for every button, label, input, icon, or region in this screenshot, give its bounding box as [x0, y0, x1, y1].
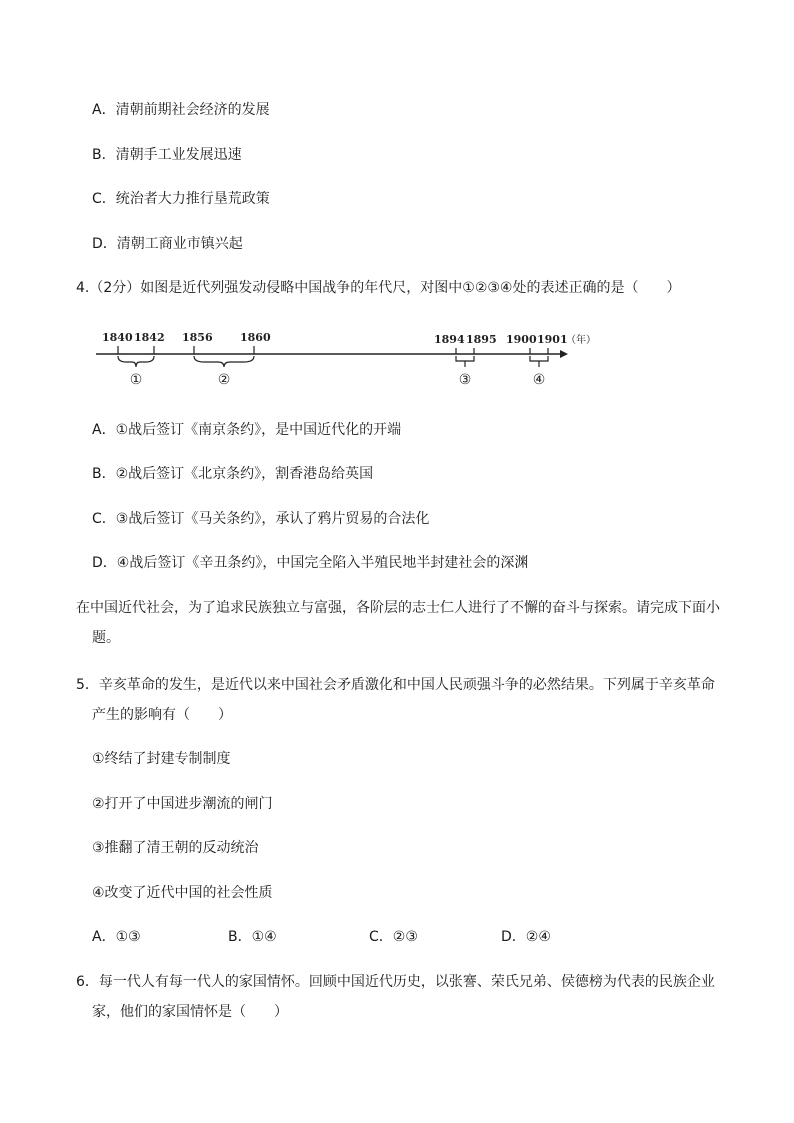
timeline-year-1840: 1840	[102, 331, 133, 344]
q4-stem: 4.（2分）如图是近代列强发动侵略中国战争的年代尺，对图中①②③④处的表述正确的是（ ）	[76, 280, 681, 296]
bracket-4-ticks	[530, 348, 548, 354]
q5-answer-d: D．②④	[501, 929, 551, 945]
timeline-marker-4: ④	[532, 372, 546, 388]
q3-option-c: C．统治者大力推行垦荒政策	[92, 191, 270, 207]
timeline-year-1894: 1894	[434, 333, 465, 346]
timeline-year-1842: 1842	[134, 331, 165, 344]
q6-stem-line1: 6．每一代人有每一代人的家国情怀。回顾中国近代历史，以张謇、荣氏兄弟、侯德榜为代表的民族企业	[76, 974, 715, 990]
timeline-year-1900: 1900	[506, 333, 537, 346]
q4-option-a: A．①战后签订《南京条约》，是中国近代化的开端	[92, 422, 402, 438]
bracket-3	[456, 356, 474, 367]
timeline-marker-3: ③	[458, 372, 472, 388]
bracket-2-ticks	[194, 346, 254, 354]
section-intro-line2: 题。	[92, 630, 120, 646]
q5-stem-line1: 5．辛亥革命的发生，是近代以来中国社会矛盾激化和中国人民顽强斗争的必然结果。下列属于辛亥革命	[76, 677, 715, 693]
timeline-year-1901: 1901	[537, 333, 568, 346]
q5-item-1: ①终结了封建专制制度	[92, 751, 231, 767]
bracket-1-ticks	[118, 346, 154, 354]
bracket-1	[118, 356, 154, 367]
q3-option-b: B．清朝手工业发展迅速	[92, 147, 242, 163]
q5-stem-line2: 产生的影响有（ ）	[92, 707, 232, 723]
q5-answer-choices	[0, 927, 794, 947]
timeline-figure	[96, 322, 596, 390]
q3-option-d: D．清朝工商业市镇兴起	[92, 236, 243, 252]
q3-option-a: A．清朝前期社会经济的发展	[92, 102, 270, 118]
section-intro-line1: 在中国近代社会，为了追求民族独立与富强，各阶层的志士仁人进行了不懈的奋斗与探索。请完成下面小	[76, 600, 720, 616]
timeline-marker-2: ②	[217, 372, 231, 388]
q4-option-b: B．②战后签订《北京条约》，割香港岛给英国	[92, 466, 374, 482]
q5-answer-a: A．①③	[92, 929, 141, 945]
timeline-year-1860: 1860	[240, 331, 271, 344]
bracket-2	[194, 356, 254, 367]
q6-stem-line2: 家，他们的家国情怀是（ ）	[92, 1004, 288, 1020]
timeline-arrow-icon	[560, 350, 568, 358]
q5-item-4: ④改变了近代中国的社会性质	[92, 885, 273, 901]
bracket-3-ticks	[456, 348, 474, 354]
q5-answer-c: C．②③	[369, 929, 418, 945]
q5-item-2: ②打开了中国进步潮流的闸门	[92, 796, 273, 812]
timeline-unit: （年）	[566, 335, 596, 346]
q4-option-d: D．④战后签订《辛丑条约》，中国完全陷入半殖民地半封建社会的深渊	[92, 555, 529, 571]
timeline-marker-1: ①	[129, 372, 143, 388]
timeline-year-1856: 1856	[182, 331, 213, 344]
q4-option-c: C．③战后签订《马关条约》，承认了鸦片贸易的合法化	[92, 511, 430, 527]
q5-item-3: ③推翻了清王朝的反动统治	[92, 840, 259, 856]
bracket-4	[530, 356, 548, 367]
q5-answer-b: B．①④	[228, 929, 277, 945]
timeline-year-1895: 1895	[466, 333, 497, 346]
